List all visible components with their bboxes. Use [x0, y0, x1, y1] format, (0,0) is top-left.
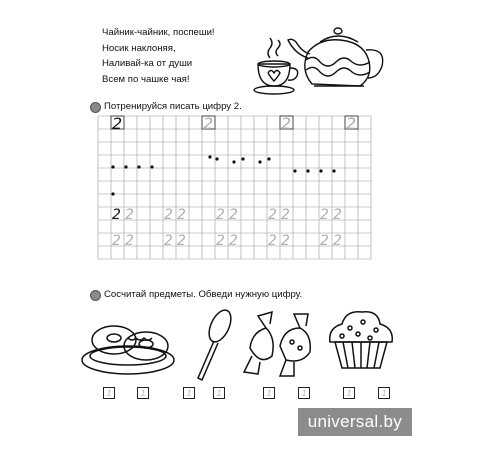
trace-digit: 2 [229, 233, 238, 249]
answer-digit-box[interactable]: 1 [298, 387, 310, 399]
dotted-guide-point [293, 169, 296, 172]
trace-digit: 2 [177, 233, 186, 249]
trace-digit: 2 [229, 207, 238, 223]
trace-digit: 2 [320, 233, 329, 249]
answer-digit-box[interactable]: 1 [263, 387, 275, 399]
poem-line-3: Наливай-ка от души [102, 58, 193, 69]
trace-digit: 2 [164, 233, 173, 249]
dotted-guide-point [306, 169, 309, 172]
answer-digit-box[interactable]: 1 [103, 387, 115, 399]
dotted-guide-point [124, 165, 127, 168]
trace-digit: 2 [320, 207, 329, 223]
watermark-text: universal.by [307, 412, 402, 431]
answer-digit-box[interactable]: 1 [137, 387, 149, 399]
dotted-guide-point [241, 157, 244, 160]
dotted-guide-point [332, 169, 335, 172]
trace-digit: 2 [177, 207, 186, 223]
task1-instruction: Потренируйся писать цифру 2. [104, 101, 242, 112]
sample-digit: 2 [281, 114, 292, 133]
candies-icon [244, 312, 310, 376]
trace-digit: 2 [268, 207, 277, 223]
dotted-guide-point [319, 169, 322, 172]
trace-digit: 2 [216, 233, 225, 249]
trace-digit: 2 [125, 207, 134, 223]
trace-digit: 2 [281, 207, 290, 223]
dotted-guide-point [111, 192, 114, 195]
dotted-guide-point [150, 165, 153, 168]
dotted-guide-point [267, 157, 270, 160]
dotted-guide-point [137, 165, 140, 168]
dotted-guide-point [208, 155, 211, 158]
trace-digit: 2 [112, 207, 121, 223]
poem-line-4: Всем по чашке чая! [102, 73, 190, 85]
answer-digit-box[interactable]: 1 [378, 387, 390, 399]
task2-instruction: Сосчитай предметы. Обведи нужную цифру. [104, 289, 303, 300]
dotted-guide-point [215, 157, 218, 160]
dotted-guide-point [258, 160, 261, 163]
poem-line-1: Чайник-чайник, поспеши! [102, 27, 215, 38]
watermark [298, 408, 412, 436]
sample-digit: 2 [346, 114, 357, 133]
trace-digit: 2 [333, 233, 342, 249]
answer-digit-box[interactable]: 1 [183, 387, 195, 399]
counting-items-illustration [80, 298, 410, 388]
answer-digit-box[interactable]: 1 [213, 387, 225, 399]
donuts-on-plate-icon [82, 326, 174, 374]
poem-line-2: Носик наклоняя, [102, 42, 176, 54]
trace-digit: 2 [268, 233, 277, 249]
trace-digit: 2 [112, 233, 121, 249]
trace-digit: 2 [216, 207, 225, 223]
trace-digit: 2 [281, 233, 290, 249]
trace-digit: 2 [333, 207, 342, 223]
cupcake-icon [330, 312, 393, 368]
sample-digit: 2 [203, 114, 214, 133]
dotted-guide-point [111, 165, 114, 168]
answer-digit-box[interactable]: 1 [343, 387, 355, 399]
dotted-guide-point [232, 160, 235, 163]
spoon-icon [198, 307, 235, 380]
trace-digit: 2 [164, 207, 173, 223]
trace-digit: 2 [125, 233, 134, 249]
sample-digit: 2 [112, 114, 123, 133]
